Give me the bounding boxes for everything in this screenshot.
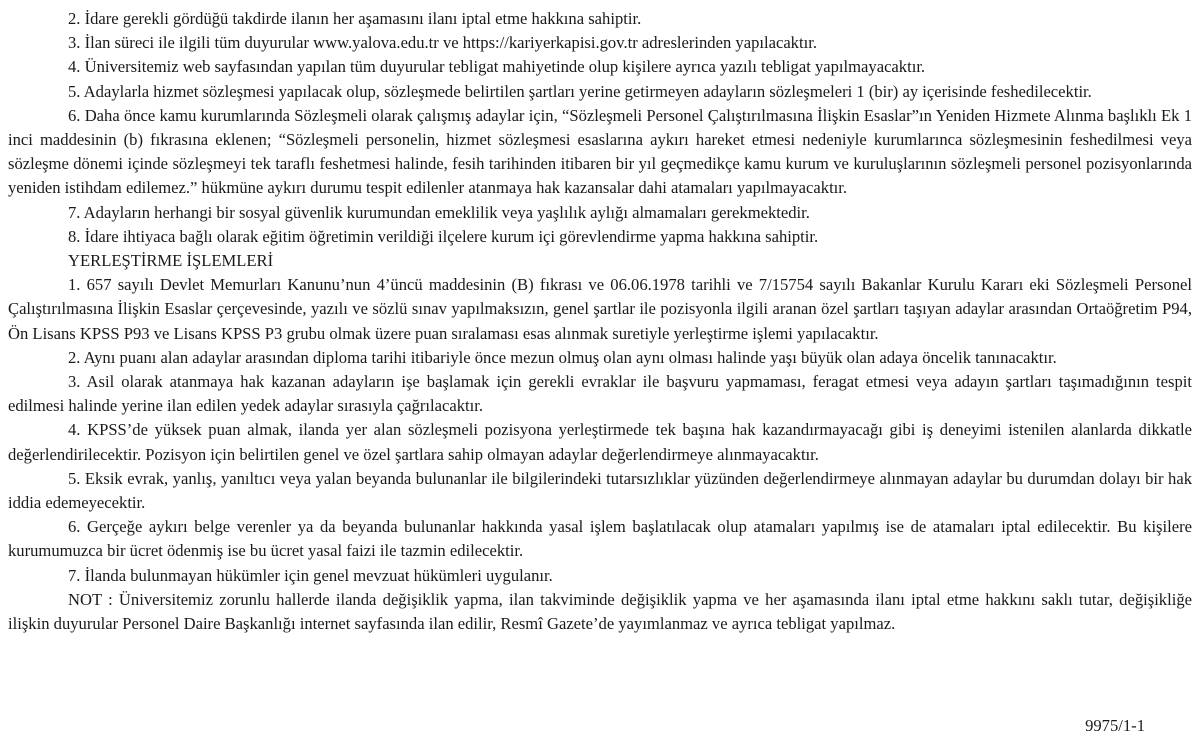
paragraph-item-2: 2. İdare gerekli gördüğü takdirde ilanın her aşamasını ilanı iptal etme hakkına sahiptir. xyxy=(68,9,642,28)
placement-item-3: 3. Asil olarak atanmaya hak kazanan adayların işe başlamak için gerekli evraklar ile başvuru yapmaması, feragat etmesi veya adayın şartları taşımadığının tespit edilmesi halinde yerine ilan edilen yedek adaylar sırasıyla çağrılacaktır. xyxy=(8,372,1192,416)
paragraph-item-8: 8. İdare ihtiyaca bağlı olarak eğitim öğretimin verildiği ilçelere kurum içi görevlendirme yapma hakkına sahiptir. xyxy=(68,226,819,246)
placement-item-6: 6. Gerçeğe aykırı belge verenler ya da beyanda bulunanlar hakkında yasal işlem başlatılacak olup atamaları yapılmış ise de atamaları iptal edilecektir. Bu kişilere kurumumuzca bir ücret ödenmiş ise bu ücret yasal faizi ile tazmin edilecektir. xyxy=(8,517,1192,561)
section-heading: YERLEŞTİRME İŞLEMLERİ xyxy=(68,251,274,271)
paragraph-item-3: 3. İlan süreci ile ilgili tüm duyurular www.yalova.edu.tr ve https://kariyerkapisi.gov.tr adreslerinden yapılacaktır. xyxy=(68,33,817,53)
placement-item-7: 7. İlanda bulunmayan hükümler için genel mevzuat hükümleri uygulanır. xyxy=(68,565,553,585)
note-paragraph: NOT : Üniversitemiz zorunlu hallerde ilanda değişiklik yapma, ilan takviminde değişiklik yapma ve her aşamasında ilanı iptal etme hakkını saklı tutar, değişikliğe ilişkin duyurular Personel Daire Başkanlığı internet sayfasında ilan edilir, Resmî Gazete’de yayımlanmaz ve ayrıca tebligat yapılmaz. xyxy=(8,589,1192,634)
placement-item-5: 5. Eksik evrak, yanlış, yanıltıcı veya yalan beyanda bulunanlar ile bilgilerindeki tutarsızlıklar yüzünden değerlendirmeye alınmayan adaylar bu durumdan dolayı bir hak iddia edemeyecektir. xyxy=(8,468,1192,513)
placement-item-1: 1. 657 sayılı Devlet Memurları Kanunu’nun 4’üncü maddesinin (B) fıkrası ve 06.06.1978 tarihli ve 7/15754 sayılı Bakanlar Kurulu Kararı eki Sözleşmeli Personel Çalıştırılmasına İlişkin Esaslar çerçevesinde, yazılı ve sözlü sınav yapılmaksızın, genel şartlar ile pozisyonla ilgili aranan özel şartları taşıyan adaylar arasından Ortaöğretim P94, Ön Lisans KPSS P93 ve Lisans KPSS P3 grubu olmak üzere puan sıralaması esas alınmak suretiyle yerleştirme işlemi yapılacaktır. xyxy=(8,275,1192,343)
document-reference-code: 9975/1-1 xyxy=(1085,716,1145,735)
paragraph-item-6: 6. Daha önce kamu kurumlarında Sözleşmeli olarak çalışmış adaylar için, “Sözleşmeli Personel Çalıştırılmasına İlişkin Esaslar”ın Yeniden Hizmete Alınma başlıklı Ek 1 inci maddesinin (b) fıkrasına eklenen; “Sözleşmeli personelin, hizmet sözleşmesi esaslarına aykırı hareket etmesi nedeniyle kurumlarınca sözleşmesinin feshedilmesi veya sözleşme dönemi içinde sözleşmeyi tek taraflı feshetmesi halinde, fesih tarihinden itibaren bir yıl geçmedikçe kamu kurum ve kuruluşlarının sözleşmeli personel pozisyonlarında yeniden istihdam edilemez.” hükmüne aykırı durumu tespit edilenler atanmaya hak kazansalar dahi atamaları yapılmayacaktır. xyxy=(8,105,1192,198)
paragraph-item-5: 5. Adaylarla hizmet sözleşmesi yapılacak olup, sözleşmede belirtilen şartları yerine getirmeyen adayların sözleşmeleri 1 (bir) ay içerisinde feshedilecektir. xyxy=(68,81,1092,101)
placement-item-4: 4. KPSS’de yüksek puan almak, ilanda yer alan sözleşmeli pozisyona yerleştirmede tek başına hak kazandırmayacağı gibi iş deneyimi istenilen alanlarda dikkatle değerlendirilecektir. Pozisyon için belirtilen genel ve özel şartlara sahip olmayan adaylar değerlendirmeye alınmayacaktır. xyxy=(8,420,1192,464)
paragraph-item-4: 4. Üniversitemiz web sayfasından yapılan tüm duyurular tebligat mahiyetinde olup kişilere ayrıca yazılı tebligat yapılmayacaktır. xyxy=(68,57,926,77)
placement-item-2: 2. Aynı puanı alan adaylar arasından diploma tarihi itibariyle önce mezun olmuş olan aynı olması halinde yaşı büyük olan adaya öncelik tanınacaktır. xyxy=(68,347,1057,367)
paragraph-item-7: 7. Adayların herhangi bir sosyal güvenlik kurumundan emeklilik veya yaşlılık aylığı almamaları gerekmektedir. xyxy=(68,202,810,222)
